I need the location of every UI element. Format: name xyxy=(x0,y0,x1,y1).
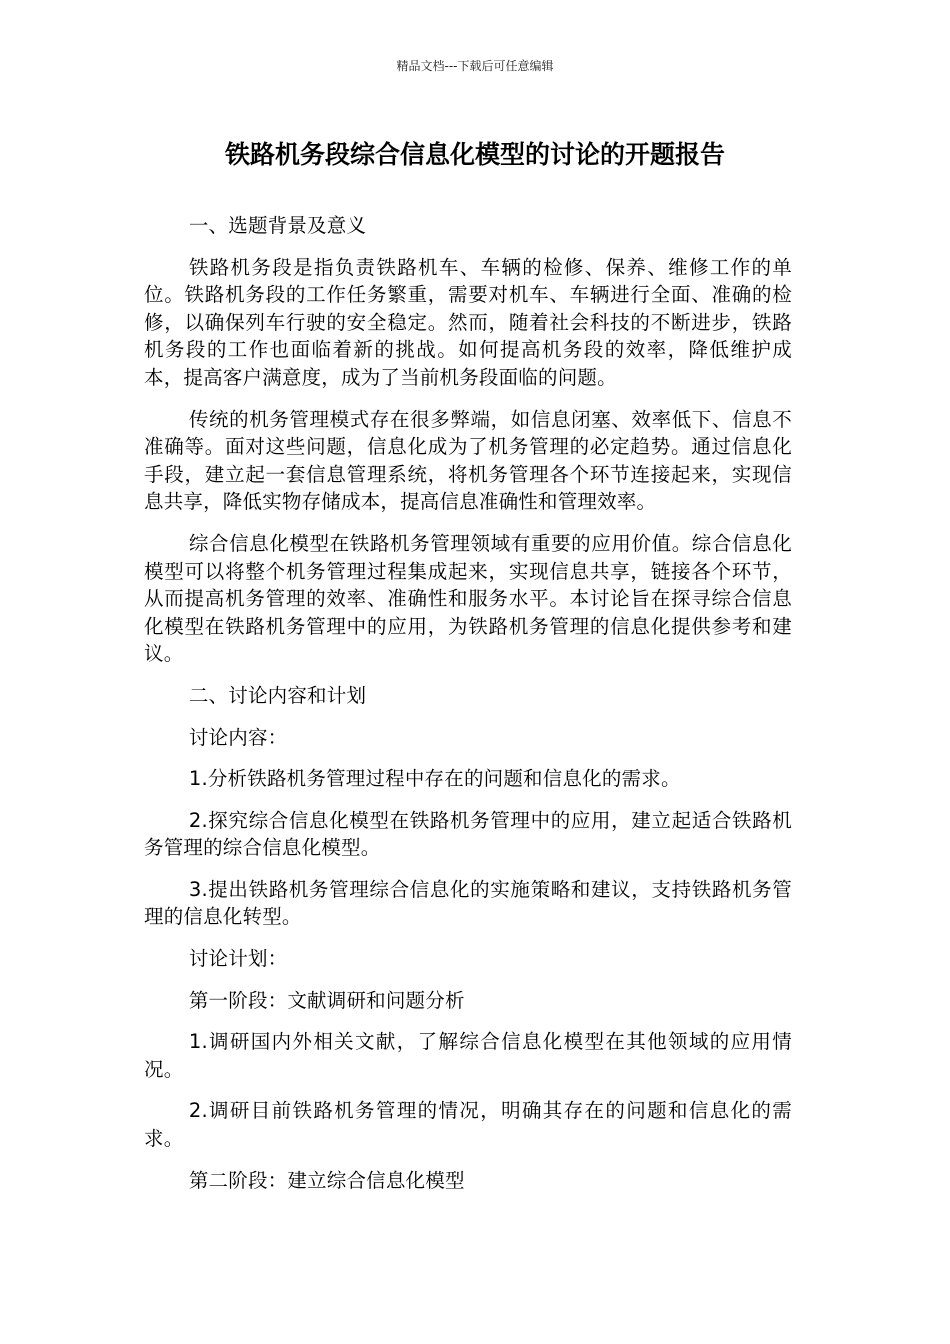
list-item: 3.提出铁路机务管理综合信息化的实施策略和建议，支持铁路机务管理的信息化转型。 xyxy=(144,877,792,929)
paragraph-background: 铁路机务段是指负责铁路机车、车辆的检修、保养、维修工作的单位。铁路机务段的工作任务繁重，需要对机车、车辆进行全面、准确的检修，以确保列车行驶的安全稳定。然而，随着社会科技的不断进步，铁路机务段的工作也面临着新的挑战。如何提高机务段的效率，降低维护成本，提高客户满意度，成为了当前机务段面临的问题。 xyxy=(144,255,792,389)
subheading-plan: 讨论计划： xyxy=(188,947,288,971)
section-heading-2: 二、讨论内容和计划 xyxy=(188,683,367,707)
paragraph-traditional-mode: 传统的机务管理模式存在很多弊端，如信息闭塞、效率低下、信息不准确等。面对这些问题，信息化成为了机务管理的必定趋势。通过信息化手段，建立起一套信息管理系统，将机务管理各个环节连接起来，实现信息共享，降低实物存储成本，提高信息准确性和管理效率。 xyxy=(144,407,792,514)
list-item: 2.调研目前铁路机务管理的情况，明确其存在的问题和信息化的需求。 xyxy=(144,1099,792,1151)
phase-heading-2: 第二阶段：建立综合信息化模型 xyxy=(188,1168,465,1192)
document-title: 铁路机务段综合信息化模型的讨论的开题报告 xyxy=(224,140,725,169)
section-heading-1: 一、选题背景及意义 xyxy=(188,214,367,237)
document-body xyxy=(144,212,792,1208)
paragraph-model-value: 综合信息化模型在铁路机务管理领域有重要的应用价值。综合信息化模型可以将整个机务管理过程集成起来，实现信息共享，链接各个环节，从而提高机务管理的效率、准确性和服务水平。本讨论旨在探寻综合信息化模型在铁路机务管理中的应用，为铁路机务管理的信息化提供参考和建议。 xyxy=(144,531,792,666)
subheading-content: 讨论内容： xyxy=(188,725,288,749)
list-item: 2.探究综合信息化模型在铁路机务管理中的应用，建立起适合铁路机务管理的综合信息化模型。 xyxy=(144,808,792,860)
phase-heading-1: 第一阶段：文献调研和问题分析 xyxy=(188,988,465,1012)
list-item: 1.分析铁路机务管理过程中存在的问题和信息化的需求。 xyxy=(188,767,681,791)
header-note: 精品文档---下载后可任意编辑 xyxy=(396,59,554,73)
list-item: 1.调研国内外相关文献，了解综合信息化模型在其他领域的应用情况。 xyxy=(144,1030,792,1081)
